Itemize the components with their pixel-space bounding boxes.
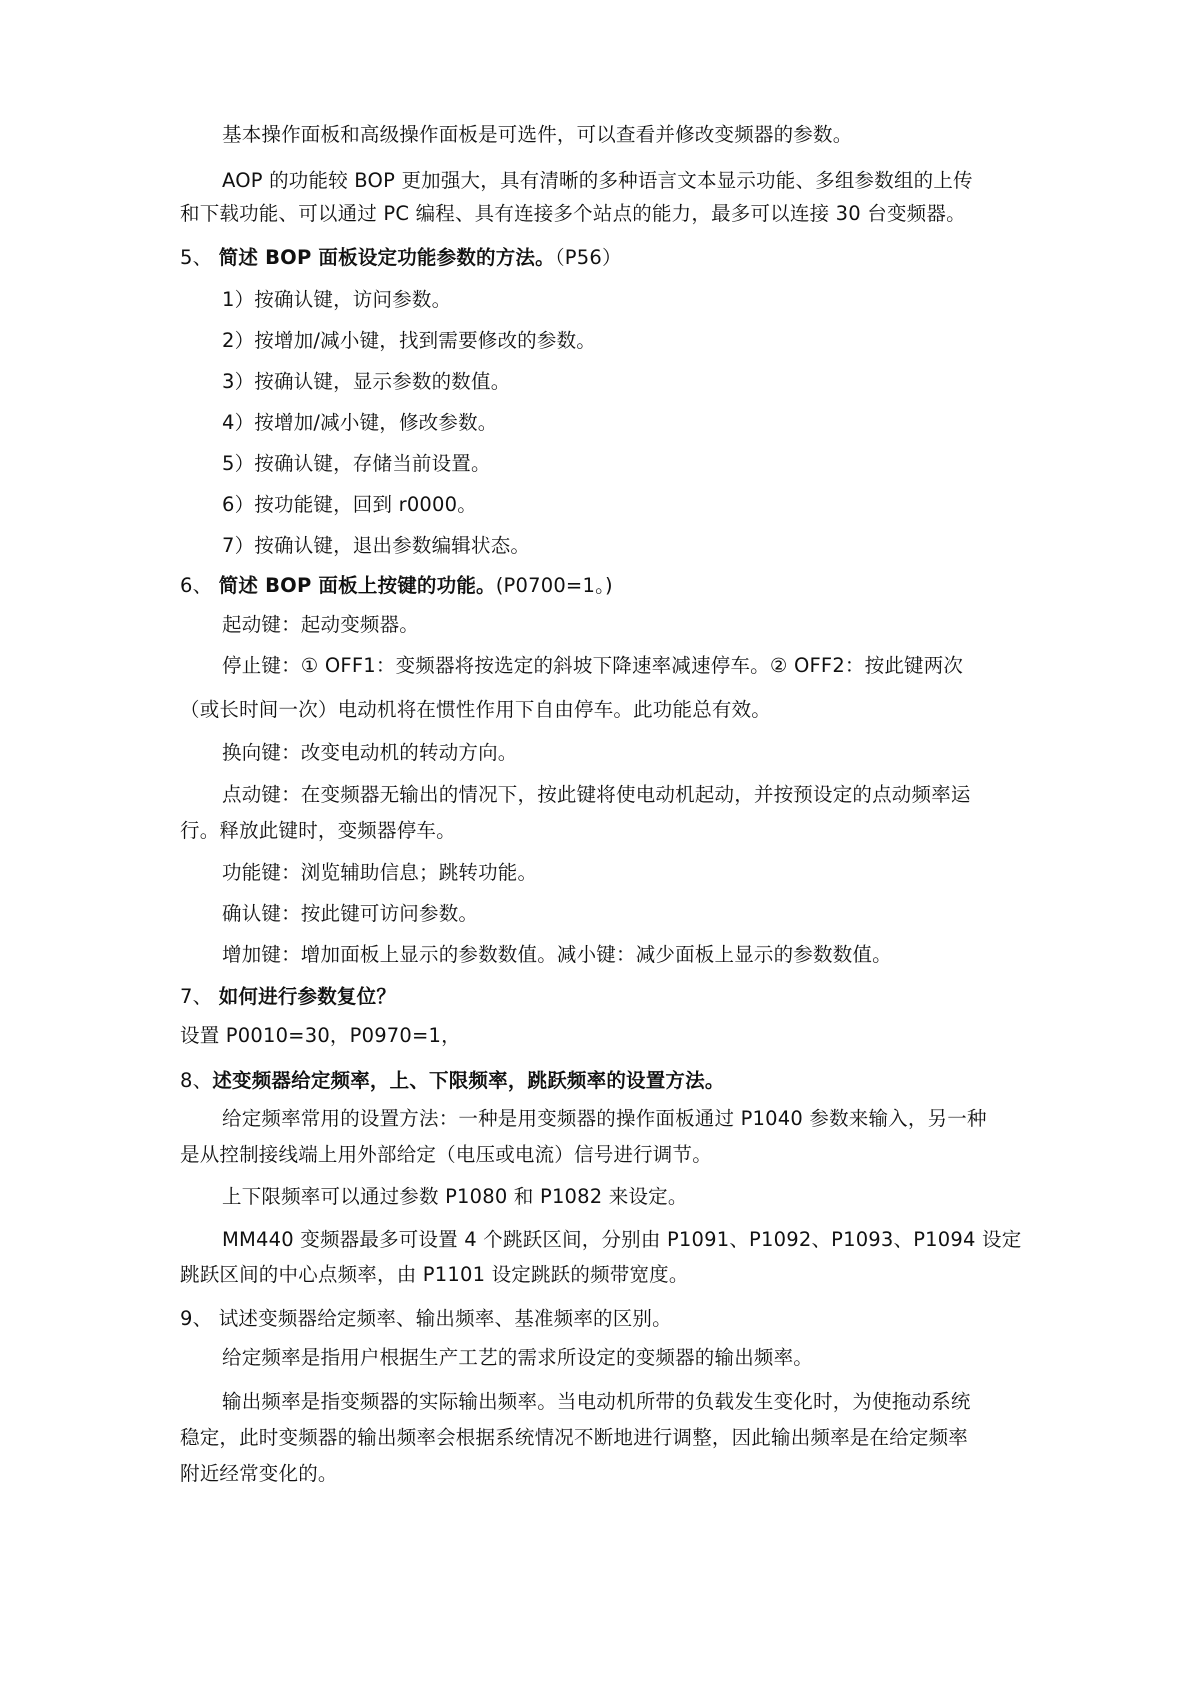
question-7-title: 如何进行参数复位？ bbox=[218, 985, 397, 1008]
question-5-heading bbox=[180, 245, 1020, 271]
question-8-paragraph-2: 上下限频率可以通过参数 P1080 和 P1082 来设定。 bbox=[222, 1185, 688, 1208]
question-8-number: 8、 bbox=[180, 1069, 213, 1092]
question-8-heading bbox=[180, 1068, 1020, 1094]
question-5-reference: （P56） bbox=[554, 246, 622, 269]
question-6-reference: (P0700=1。) bbox=[495, 574, 613, 597]
question-5-step-1: 1）按确认键，访问参数。 bbox=[222, 288, 452, 311]
stop-key-description-line-2: （或长时间一次）电动机将在惯性作用下自由停车。此功能总有效。 bbox=[180, 698, 772, 721]
question-8-title: 述变频器给定频率，上、下限频率，跳跃频率的设置方法。 bbox=[212, 1069, 725, 1092]
question-9-paragraph-2-line-2: 稳定，此时变频器的输出频率会根据系统情况不断地进行调整，因此输出频率是在给定频率 bbox=[180, 1426, 969, 1449]
question-5-step-4: 4）按增加/减小键，修改参数。 bbox=[222, 411, 498, 434]
intro-paragraph-2-line-2: 和下载功能、可以通过 PC 编程、具有连接多个站点的能力，最多可以连接 30 台变频器。 bbox=[180, 202, 966, 225]
question-9-paragraph-2-line-1: 输出频率是指变频器的实际输出频率。当电动机所带的负载发生变化时，为使拖动系统 bbox=[222, 1390, 971, 1413]
function-key-description: 功能键：浏览辅助信息；跳转功能。 bbox=[222, 861, 538, 884]
question-5-step-2: 2）按增加/减小键，找到需要修改的参数。 bbox=[222, 329, 596, 352]
question-6-number: 6、 bbox=[180, 574, 213, 597]
question-6-heading bbox=[180, 573, 1020, 599]
question-7-number: 7、 bbox=[180, 985, 213, 1008]
question-8-paragraph-1-line-1: 给定频率常用的设置方法：一种是用变频器的操作面板通过 P1040 参数来输入，另一种 bbox=[222, 1107, 987, 1130]
intro-paragraph-2-line-1: AOP 的功能较 BOP 更加强大，具有清晰的多种语言文本显示功能、多组参数组的上传 bbox=[222, 169, 973, 192]
question-5-step-3: 3）按确认键，显示参数的数值。 bbox=[222, 370, 511, 393]
question-5-step-5: 5）按确认键，存储当前设置。 bbox=[222, 452, 491, 475]
question-9-paragraph-1: 给定频率是指用户根据生产工艺的需求所设定的变频器的输出频率。 bbox=[222, 1346, 814, 1369]
intro-paragraph-1: 基本操作面板和高级操作面板是可选件，可以查看并修改变频器的参数。 bbox=[222, 123, 853, 146]
jog-key-description-line-2: 行。释放此键时，变频器停车。 bbox=[180, 819, 456, 842]
question-9-title: 试述变频器给定频率、输出频率、基准频率的区别。 bbox=[218, 1307, 672, 1330]
question-6-title: 简述 BOP 面板上按键的功能。 bbox=[218, 574, 496, 597]
question-5-title: 简述 BOP 面板设定功能参数的方法。 bbox=[218, 246, 555, 269]
start-key-description: 起动键：起动变频器。 bbox=[222, 613, 420, 636]
reverse-key-description: 换向键：改变电动机的转动方向。 bbox=[222, 741, 518, 764]
question-9-paragraph-2-line-3: 附近经常变化的。 bbox=[180, 1462, 338, 1485]
question-8-paragraph-3-line-1: MM440 变频器最多可设置 4 个跳跃区间，分别由 P1091、P1092、P1093、P1094 设定 bbox=[222, 1228, 1022, 1251]
question-5-step-7: 7）按确认键，退出参数编辑状态。 bbox=[222, 534, 531, 557]
increase-decrease-key-description: 增加键：增加面板上显示的参数数值。减小键：减少面板上显示的参数数值。 bbox=[222, 943, 892, 966]
question-7-answer: 设置 P0010=30，P0970=1， bbox=[180, 1024, 461, 1047]
question-9-heading bbox=[180, 1306, 1020, 1332]
question-5-number: 5、 bbox=[180, 246, 213, 269]
stop-key-description-line-1: 停止键：① OFF1：变频器将按选定的斜坡下降速率减速停车。② OFF2：按此键两次 bbox=[222, 654, 964, 677]
confirm-key-description: 确认键：按此键可访问参数。 bbox=[222, 902, 479, 925]
question-9-number: 9、 bbox=[180, 1307, 213, 1330]
question-5-step-6: 6）按功能键，回到 r0000。 bbox=[222, 493, 477, 516]
question-8-paragraph-3-line-2: 跳跃区间的中心点频率，由 P1101 设定跳跃的频带宽度。 bbox=[180, 1263, 689, 1286]
question-7-heading bbox=[180, 984, 1020, 1010]
jog-key-description-line-1: 点动键：在变频器无输出的情况下，按此键将使电动机起动，并按预设定的点动频率运 bbox=[222, 783, 971, 806]
question-8-paragraph-1-line-2: 是从控制接线端上用外部给定（电压或电流）信号进行调节。 bbox=[180, 1143, 712, 1166]
